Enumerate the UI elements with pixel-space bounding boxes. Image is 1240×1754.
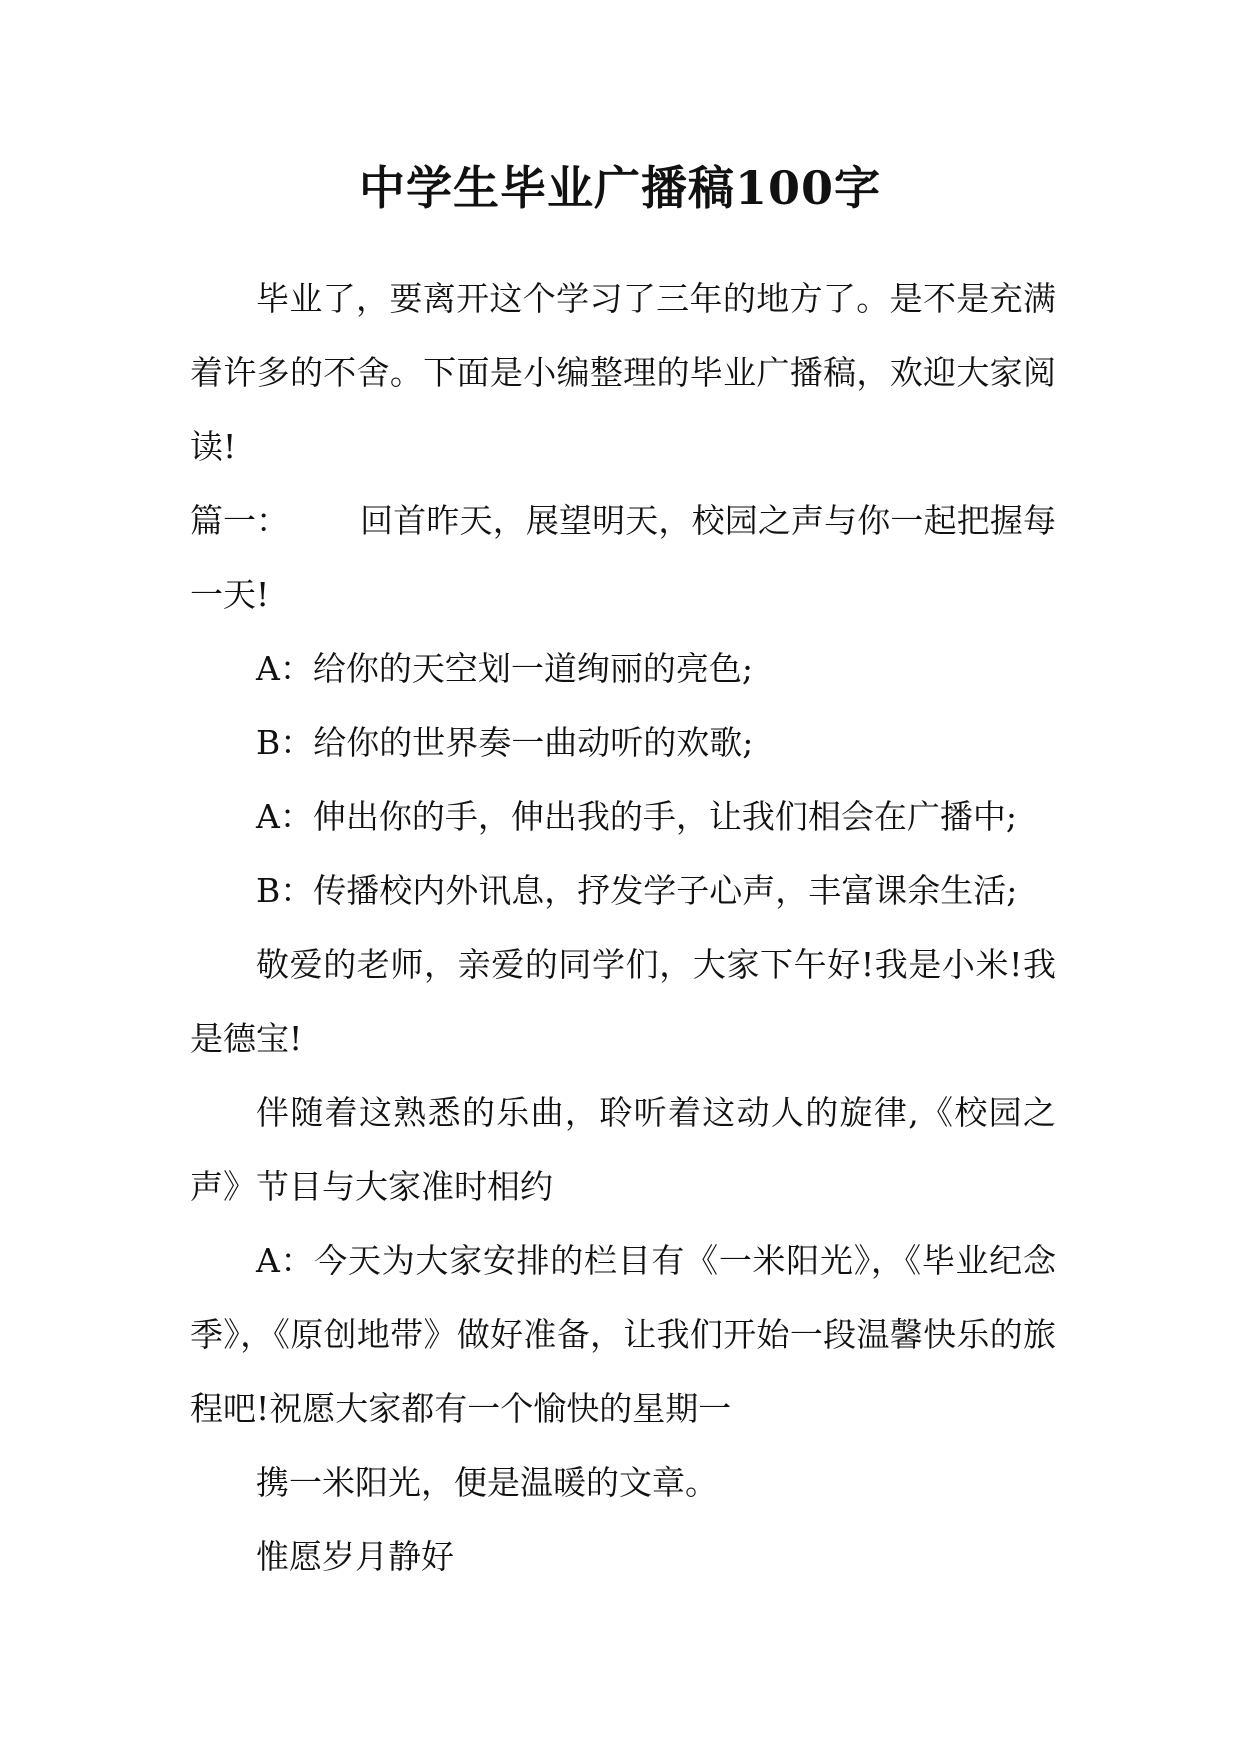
greeting-paragraph: 敬爱的老师，亲爱的同学们，大家下午好!我是小米!我是德宝! — [190, 945, 1056, 1058]
program-intro-paragraph: 伴随着这熟悉的乐曲，聆听着这动人的旋律,《校园之声》节目与大家准时相约 — [190, 1093, 1056, 1206]
closing-line: 惟愿岁月静好 — [256, 1537, 454, 1576]
section-one-paragraph — [190, 484, 1056, 632]
dialogue-line: A：伸出你的手，伸出我的手，让我们相会在广播中; — [256, 797, 1017, 836]
dialogue-line: B：传播校内外讯息，抒发学子心声，丰富课余生活; — [256, 871, 1018, 910]
intro-paragraph: 毕业了，要离开这个学习了三年的地方了。是不是充满着许多的不舍。下面是小编整理的毕业广播稿，欢迎大家阅读! — [190, 279, 1056, 466]
section-one-label: 篇一： — [190, 501, 289, 540]
dialogue-line: B：给你的世界奏一曲动听的欢歌; — [256, 723, 754, 762]
document-body — [190, 262, 1056, 1594]
section-one-text: 回首昨天，展望明天，校园之声与你一起把握每一天! — [190, 501, 1056, 614]
closing-line: 携一米阳光，便是温暖的文章。 — [256, 1463, 718, 1502]
dialogue-line: A：给你的天空划一道绚丽的亮色; — [256, 649, 753, 688]
schedule-paragraph: A：今天为大家安排的栏目有《一米阳光》，《毕业纪念季》，《原创地带》做好准备，让我们开始一段温馨快乐的旅程吧!祝愿大家都有一个愉快的星期一 — [190, 1241, 1056, 1428]
document-title: 中学生毕业广播稿100字 — [358, 161, 882, 215]
